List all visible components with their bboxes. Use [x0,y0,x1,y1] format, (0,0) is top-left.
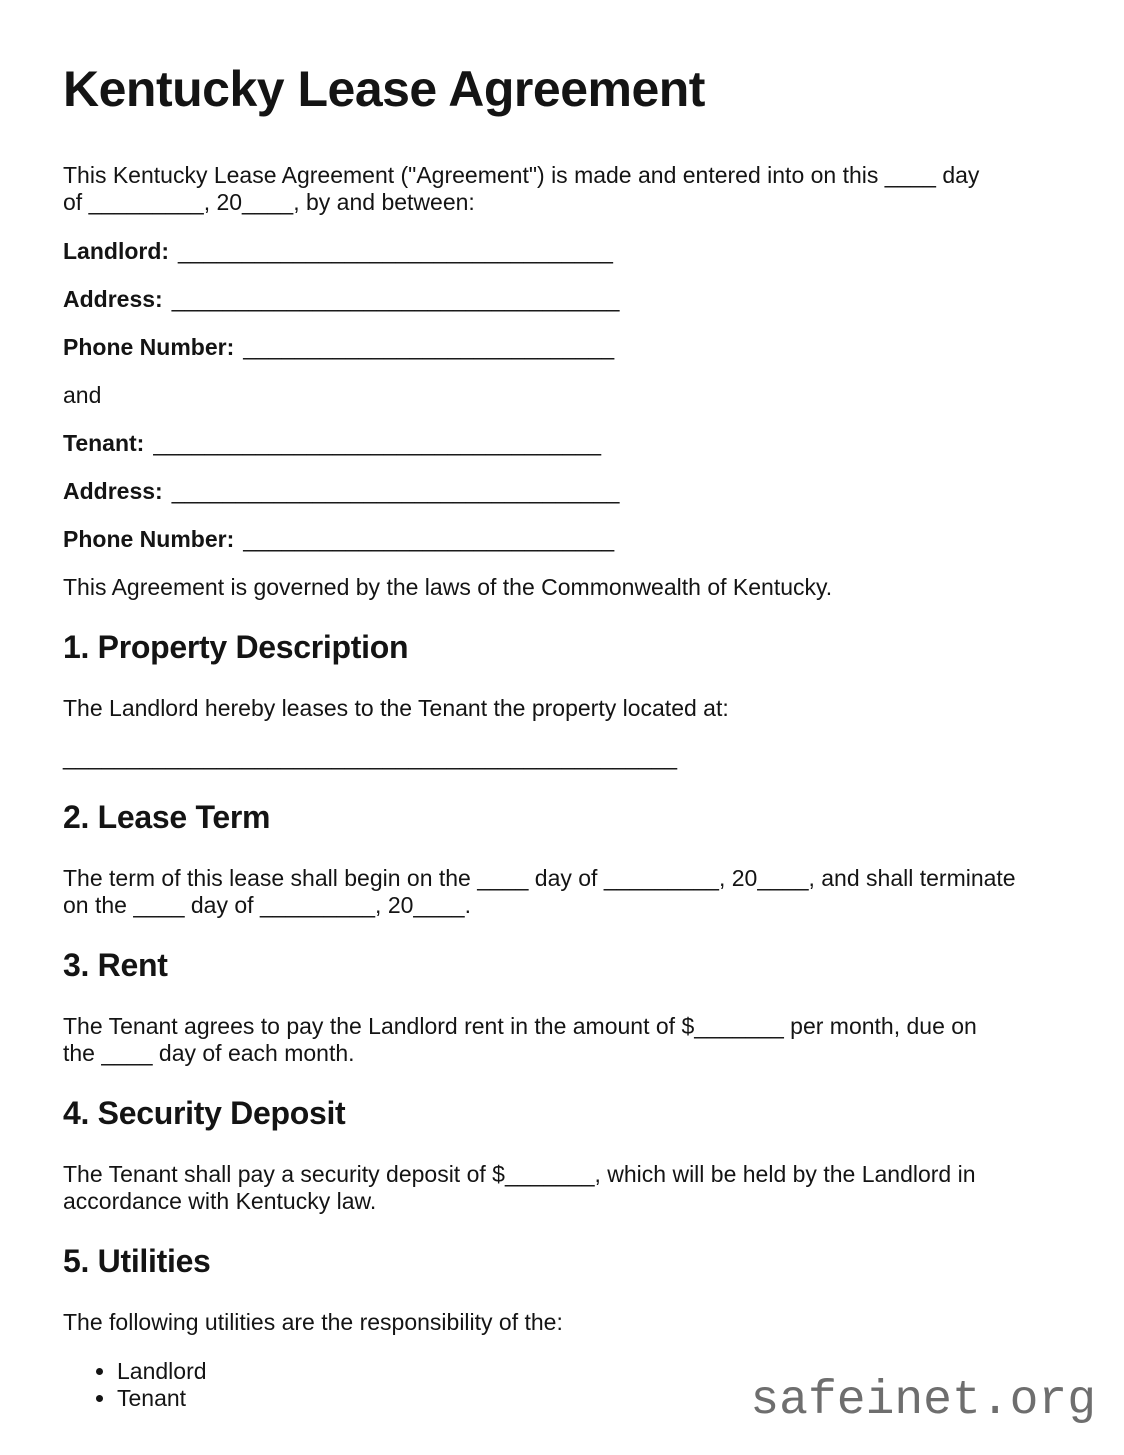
utilities-body: The following utilities are the responsibility of the: [63,1309,563,1335]
property-address-blank-line: ________________________________________________ [63,744,677,770]
tenant-blank: ___________________________________ [153,430,602,456]
landlord-phone-label: Phone Number: [63,334,235,360]
list-item-landlord: • Landlord [117,1358,1066,1385]
property-description-body: The Landlord hereby leases to the Tenant the property located at: [63,695,729,721]
governing-law-text: This Agreement is governed by the laws of the Commonwealth of Kentucky. [63,574,833,600]
intro-line-2: of _________, 20____, by and between: [63,189,475,215]
security-deposit-body [63,1161,1066,1215]
section-heading-utilities: 5. Utilities [63,1243,211,1279]
section-heading-security-deposit: 4. Security Deposit [63,1095,346,1131]
section-heading-property-description: 1. Property Description [63,629,409,665]
field-row-landlord [63,238,1066,265]
rent-body [63,1013,1066,1067]
field-row-tenant [63,430,1066,457]
tenant-phone-blank: _____________________________ [243,526,615,552]
watermark-text: safeinet.org [750,1374,1096,1428]
connector-text: and [63,382,102,408]
lease-term-body [63,865,1066,919]
tenant-phone-label: Phone Number: [63,526,235,552]
tenant-address-label: Address: [63,478,163,504]
tenant-address-blank: ___________________________________ [171,478,620,504]
landlord-address-label: Address: [63,286,163,312]
landlord-blank: __________________________________ [178,238,613,264]
rent-line-1: The Tenant agrees to pay the Landlord rent in the amount of $_______ per month, due on [63,1013,977,1039]
intro-line-1: This Kentucky Lease Agreement ("Agreement") is made and entered into on this ____ day [63,162,980,188]
field-row-landlord-address [63,286,1066,313]
lease-term-line-1: The term of this lease shall begin on the ____ day of _________, 20____, and shall terminate [63,865,1016,891]
section-heading-lease-term: 2. Lease Term [63,799,271,835]
field-row-tenant-address [63,478,1066,505]
lease-term-line-2: on the ____ day of _________, 20____. [63,892,471,918]
tenant-label: Tenant: [63,430,145,456]
security-deposit-line-1: The Tenant shall pay a security deposit of $_______, which will be held by the Landlord in [63,1161,976,1187]
field-row-tenant-phone [63,526,1066,553]
page-title: Kentucky Lease Agreement [63,61,705,117]
landlord-phone-blank: _____________________________ [243,334,615,360]
field-row-landlord-phone [63,334,1066,361]
landlord-address-blank: ___________________________________ [171,286,620,312]
rent-line-2: the ____ day of each month. [63,1040,355,1066]
security-deposit-line-2: accordance with Kentucky law. [63,1188,377,1214]
list-item-tenant: • Tenant [117,1385,1066,1412]
section-heading-rent: 3. Rent [63,947,168,983]
landlord-label: Landlord: [63,238,170,264]
intro-paragraph [63,162,1066,216]
